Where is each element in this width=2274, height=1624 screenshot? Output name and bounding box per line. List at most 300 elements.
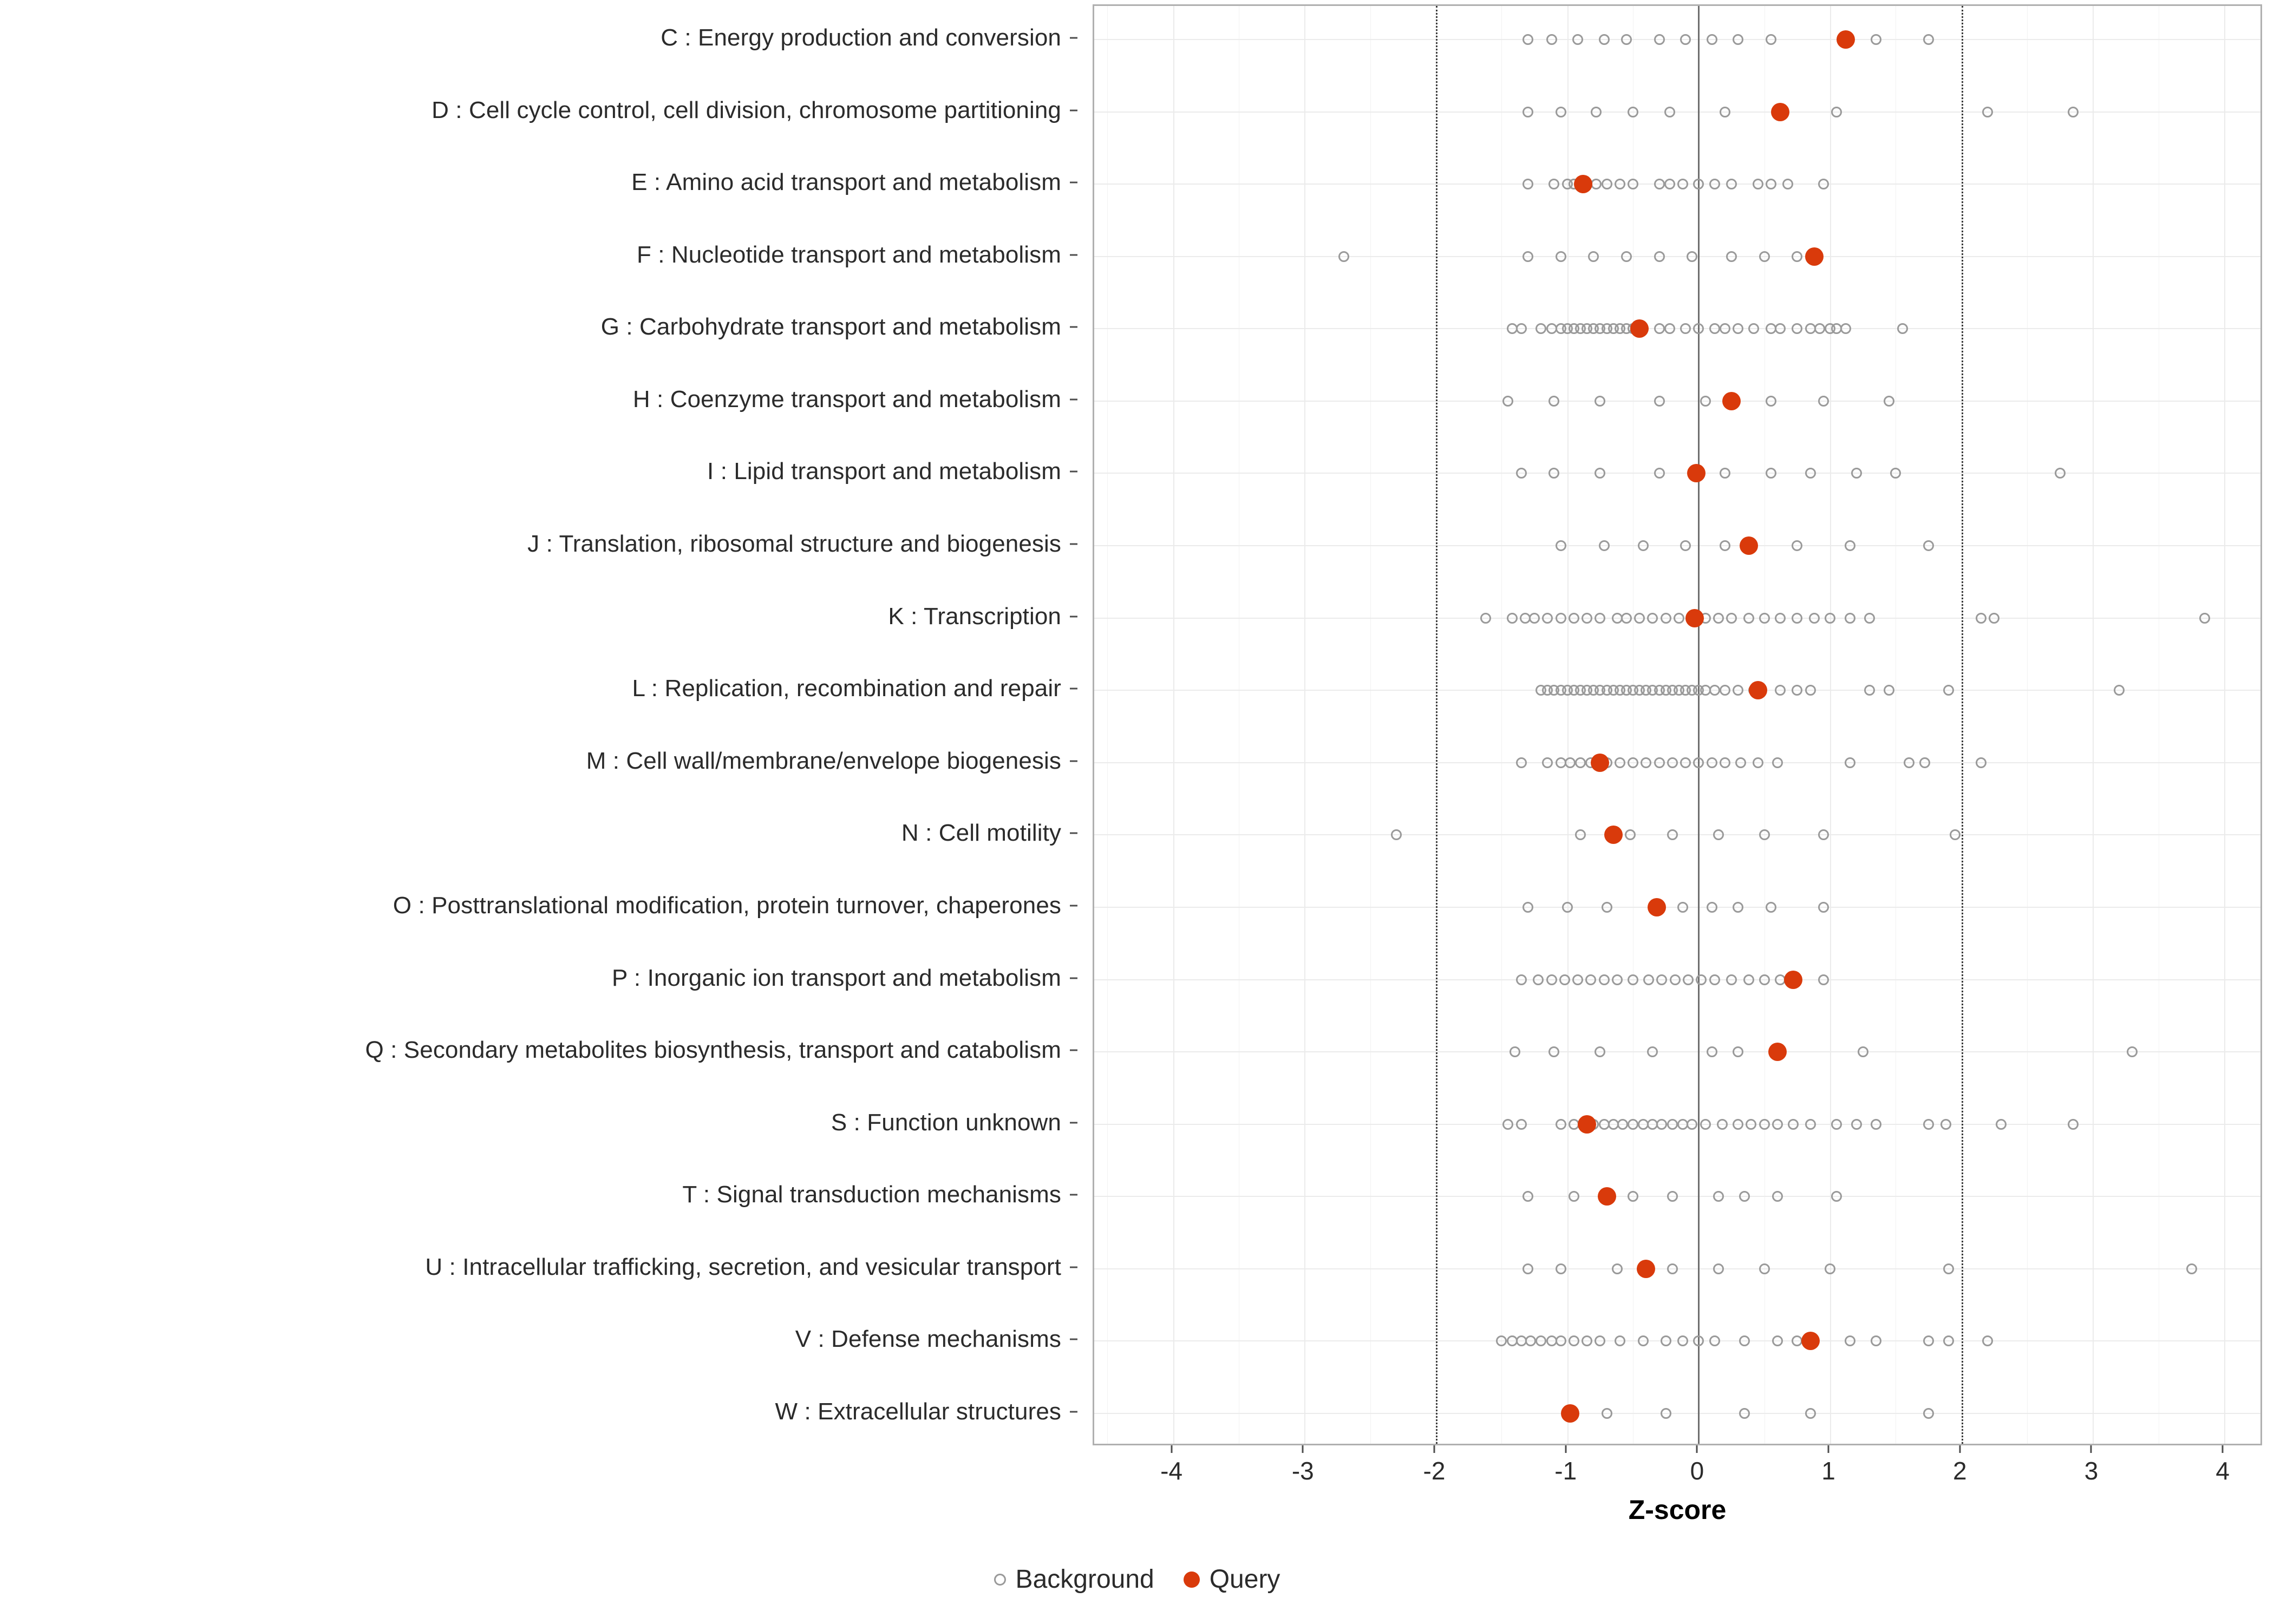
filled-circle-icon [1184,1571,1200,1588]
reference-line-dotted [1436,6,1437,1444]
gridline-row [1094,1051,2260,1052]
background-point [1743,974,1754,985]
y-axis-label: P : Inorganic ion transport and metabolism [611,964,1061,991]
y-axis-label: O : Posttranslational modification, protein turnover, chaperones [393,892,1061,919]
background-point [1733,902,1743,913]
background-point [1884,396,1894,407]
open-circle-icon [994,1574,1006,1586]
background-point [1569,613,1579,624]
background-point [1720,468,1730,479]
gridline-row [1094,328,2260,329]
y-axis-tick [1070,543,1077,545]
background-point [1858,1046,1868,1057]
y-axis-label: J : Translation, ribosomal structure and biogenesis [527,531,1061,558]
x-axis-tick [1959,1445,1961,1453]
background-point [1595,1335,1605,1346]
background-point [1733,323,1743,334]
background-point [1556,1263,1566,1274]
background-point [1809,613,1820,624]
query-point [1749,681,1767,699]
query-point [1630,319,1649,338]
background-point [1709,323,1720,334]
background-point [1700,1119,1711,1130]
background-point [1575,829,1586,840]
background-point [1943,1335,1954,1346]
background-point [1572,34,1583,45]
query-point [1598,1187,1616,1206]
background-point [1923,540,1934,551]
query-point [1685,609,1704,627]
background-point [1788,1119,1799,1130]
y-axis-label: T : Signal transduction mechanisms [682,1181,1061,1208]
background-point [1739,1408,1750,1419]
background-point [1643,974,1654,985]
y-axis-tick [1070,1194,1077,1196]
background-point [1496,1335,1507,1346]
background-point [1667,829,1678,840]
background-point [1656,1119,1667,1130]
background-point [1792,613,1802,624]
background-point [1864,685,1875,696]
background-point [1575,757,1586,768]
background-point [1628,757,1638,768]
background-point [1599,34,1610,45]
background-point [1582,613,1592,624]
gridline-major [1830,6,1831,1444]
background-point [1667,757,1678,768]
background-point [1654,323,1665,334]
background-point [1683,974,1694,985]
background-point [1480,613,1491,624]
background-point [1792,251,1802,262]
query-point [1740,536,1758,555]
background-point [1766,34,1776,45]
legend-label-query: Query [1209,1565,1280,1594]
background-point [1831,1119,1842,1130]
background-point [1726,613,1737,624]
gridline-row [1094,473,2260,474]
x-axis-tick-label: 3 [2084,1457,2099,1485]
background-point [1766,902,1776,913]
y-axis-label: I : Lipid transport and metabolism [707,458,1061,485]
background-point [1792,540,1802,551]
legend-item-query [1184,1564,1280,1594]
background-point [1612,974,1623,985]
y-axis-tick [1070,471,1077,473]
background-point [1792,685,1802,696]
background-point [1522,179,1533,189]
query-point [1687,464,1706,482]
background-point [1709,685,1720,696]
background-point [1693,757,1704,768]
background-point [1502,1119,1513,1130]
background-point [1709,1335,1720,1346]
background-point [1674,613,1684,624]
background-point [1923,1408,1934,1419]
background-point [1805,1119,1816,1130]
background-point [1976,613,1987,624]
background-point [1664,179,1675,189]
background-point [1982,1335,1993,1346]
background-point [1546,974,1557,985]
background-point [1617,1119,1628,1130]
background-point [1599,974,1610,985]
background-point [1759,974,1770,985]
y-axis-label: E : Amino acid transport and metabolism [631,169,1061,196]
plot-panel [1093,4,2262,1445]
gridline-minor [1370,6,1371,1444]
background-point [1989,613,1999,624]
background-point [1338,251,1349,262]
background-point [1845,613,1855,624]
x-axis-tick-label: 0 [1690,1457,1704,1485]
y-axis-tick [1070,905,1077,906]
background-point [1599,540,1610,551]
background-point [1943,685,1954,696]
background-point [1746,1119,1756,1130]
background-point [1720,323,1730,334]
background-point [1707,1046,1717,1057]
x-axis-tick [1696,1445,1698,1453]
background-point [1615,1335,1625,1346]
background-point [1733,1119,1743,1130]
gridline-major [1173,6,1174,1444]
background-point [1713,613,1724,624]
y-axis-label: U : Intracellular trafficking, secretion, and vesicular transport [425,1253,1061,1280]
reference-line-zero [1698,6,1700,1444]
legend-label-background: Background [1015,1565,1154,1594]
query-point [1771,103,1789,121]
background-point [1717,1119,1728,1130]
background-point [1871,1119,1881,1130]
background-point [1693,323,1704,334]
background-point [1845,540,1855,551]
y-axis-label: W : Extracellular structures [775,1398,1061,1425]
y-axis-tick [1070,688,1077,690]
background-point [1772,1119,1783,1130]
background-point [1661,1335,1671,1346]
y-axis-label: Q : Secondary metabolites biosynthesis, transport and catabolism [365,1037,1061,1064]
gridline-row [1094,545,2260,546]
background-point [1634,613,1645,624]
background-point [1556,613,1566,624]
background-point [1720,107,1730,117]
background-point [1556,1335,1566,1346]
background-point [1733,1046,1743,1057]
y-axis-label: K : Transcription [888,603,1061,630]
background-point [1713,1191,1724,1202]
background-point [1687,1119,1697,1130]
gridline-minor [2027,6,2028,1444]
background-point [1693,179,1704,189]
background-point [2186,1263,2197,1274]
background-point [1864,613,1875,624]
background-point [1522,107,1533,117]
background-point [1647,1046,1658,1057]
y-axis-category-labels [0,0,1077,1445]
background-point [1654,251,1665,262]
background-point [1825,1263,1835,1274]
background-point [1707,757,1717,768]
background-point [1680,540,1691,551]
background-point [1569,1191,1579,1202]
background-point [1621,34,1632,45]
background-point [1726,179,1737,189]
x-axis-tick-label: 1 [1821,1457,1835,1485]
background-point [1831,107,1842,117]
background-point [1654,179,1665,189]
background-point [1687,251,1697,262]
background-point [1522,902,1533,913]
background-point [1851,1119,1862,1130]
background-point [1585,974,1596,985]
query-point [1637,1260,1655,1278]
background-point [1759,613,1770,624]
background-point [1709,974,1720,985]
background-point [1919,757,1930,768]
background-point [1814,323,1825,334]
y-axis-tick [1070,1339,1077,1340]
background-point [1759,251,1770,262]
background-point [1950,829,1961,840]
background-point [1516,757,1527,768]
background-point [1818,179,1829,189]
y-axis-label: D : Cell cycle control, cell division, chromosome partitioning [432,96,1061,123]
background-point [1739,1191,1750,1202]
query-point [1604,826,1623,844]
background-point [1976,757,1987,768]
background-point [1588,251,1599,262]
background-point [1535,323,1546,334]
background-point [1556,540,1566,551]
background-point [1759,1263,1770,1274]
gridline-row [1094,39,2260,40]
background-point [1805,685,1816,696]
background-point [1753,757,1763,768]
background-point [1507,613,1518,624]
background-point [1559,974,1570,985]
background-point [1628,107,1638,117]
background-point [1707,34,1717,45]
background-point [1664,107,1675,117]
background-point [1831,1191,1842,1202]
gridline-minor [1501,6,1502,1444]
background-point [1628,974,1638,985]
x-axis-tick [1565,1445,1566,1453]
background-point [1525,1335,1536,1346]
background-point [1595,1046,1605,1057]
background-point [1654,757,1665,768]
background-point [1582,1335,1592,1346]
background-point [1735,757,1746,768]
query-point [1805,247,1824,266]
x-axis-tick [2090,1445,2092,1453]
y-axis-tick [1070,37,1077,39]
background-point [1726,974,1737,985]
background-point [1556,251,1566,262]
y-axis-label: G : Carbohydrate transport and metabolism [600,313,1061,340]
background-point [1621,613,1632,624]
gridline-row [1094,401,2260,402]
background-point [1818,829,1829,840]
background-point [1696,974,1707,985]
x-axis-title: Z-score [1628,1495,1727,1525]
background-point [1766,179,1776,189]
query-point [1578,1115,1596,1134]
y-axis-tick [1070,398,1077,400]
x-axis-tick [1828,1445,1829,1453]
background-point [1510,1046,1520,1057]
y-axis-tick [1070,254,1077,256]
background-point [1923,34,1934,45]
y-axis-label: S : Function unknown [831,1109,1061,1136]
background-point [1591,179,1602,189]
background-point [2199,613,2210,624]
background-point [1569,1335,1579,1346]
background-point [1943,1263,1954,1274]
background-point [1595,613,1605,624]
background-point [1516,468,1527,479]
background-point [1565,757,1576,768]
background-point [1602,1408,1612,1419]
background-point [1562,902,1573,913]
background-point [1615,757,1625,768]
background-point [1890,468,1901,479]
background-point [1391,829,1402,840]
background-point [1677,179,1688,189]
background-point [1700,396,1711,407]
background-point [1818,396,1829,407]
gridline-major [1567,6,1569,1444]
y-axis-label: M : Cell wall/membrane/envelope biogenesis [586,747,1061,774]
y-axis-tick [1070,182,1077,184]
background-point [1871,34,1881,45]
background-point [1720,540,1730,551]
background-point [1753,179,1763,189]
chart-legend [0,1564,2274,1594]
background-point [1713,1263,1724,1274]
y-axis-label: F : Nucleotide transport and metabolism [636,241,1061,268]
x-axis-tick-label: -1 [1554,1457,1577,1485]
y-axis-tick [1070,1050,1077,1051]
background-point [1516,974,1527,985]
background-point [1612,1263,1623,1274]
gridline-row [1094,256,2260,257]
background-point [1625,829,1636,840]
background-point [1739,1335,1750,1346]
query-point [1837,30,1855,49]
background-point [1720,757,1730,768]
gridline-row [1094,112,2260,113]
query-point [1574,175,1592,193]
background-point [1664,323,1675,334]
query-point [1801,1332,1820,1350]
background-point [1677,1335,1688,1346]
background-point [1548,396,1559,407]
background-point [1670,974,1681,985]
background-point [1661,613,1671,624]
background-point [1591,107,1602,117]
query-point [1591,754,1609,772]
query-point [1722,392,1741,410]
y-axis-tick [1070,109,1077,111]
background-point [1775,685,1786,696]
background-point [1775,613,1786,624]
background-point [1707,902,1717,913]
background-point [1522,1263,1533,1274]
background-point [1680,757,1691,768]
background-point [1654,396,1665,407]
background-point [1667,1263,1678,1274]
background-point [1996,1119,2007,1130]
x-axis-tick [1434,1445,1435,1453]
background-point [1680,34,1691,45]
background-point [1602,179,1612,189]
background-point [1595,468,1605,479]
background-point [1680,323,1691,334]
background-point [1851,468,1862,479]
background-point [1667,1119,1678,1130]
background-point [1602,902,1612,913]
y-axis-tick [1070,1266,1077,1268]
background-point [1615,179,1625,189]
background-point [1772,1335,1783,1346]
background-point [1772,1191,1783,1202]
background-point [1533,974,1544,985]
background-point [1982,107,1993,117]
background-point [1713,829,1724,840]
y-axis-label: C : Energy production and conversion [661,24,1061,51]
background-point [1792,323,1802,334]
background-point [1548,179,1559,189]
background-point [1871,1335,1881,1346]
query-point [1561,1404,1579,1423]
y-axis-tick [1070,1122,1077,1123]
background-point [1595,396,1605,407]
background-point [1897,323,1908,334]
background-point [1805,468,1816,479]
background-point [1621,251,1632,262]
background-point [1654,468,1665,479]
x-axis-tick-label: 2 [1953,1457,1967,1485]
query-point [1768,1043,1787,1061]
background-point [1845,757,1855,768]
background-point [1743,613,1754,624]
y-axis-tick [1070,1411,1077,1413]
background-point [1840,323,1851,334]
x-axis-tick-label: 4 [2216,1457,2230,1485]
gridline-row [1094,1413,2260,1414]
background-point [1733,34,1743,45]
background-point [1535,1335,1546,1346]
background-point [1923,1119,1934,1130]
background-point [1775,323,1786,334]
background-point [2114,685,2125,696]
legend-item-background [994,1564,1154,1594]
background-point [2068,1119,2079,1130]
background-point [1529,613,1540,624]
background-point [1720,685,1730,696]
background-point [2055,468,2066,479]
background-point [1677,902,1688,913]
x-axis-tick-label: -4 [1160,1457,1183,1485]
background-point [1766,468,1776,479]
gridline-major [2093,6,2094,1444]
background-point [1548,468,1559,479]
gridline-minor [1107,6,1108,1444]
background-point [1647,613,1658,624]
x-axis-tick [1171,1445,1172,1453]
